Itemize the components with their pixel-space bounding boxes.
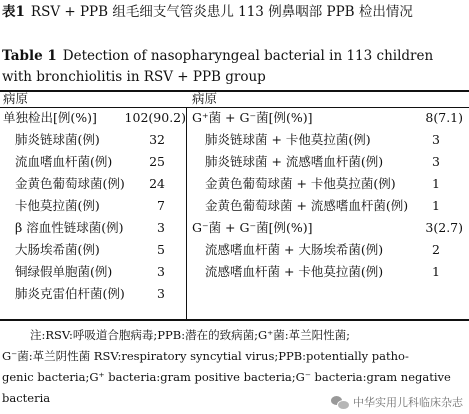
table-row-value: 32 (149, 132, 165, 147)
table-bottom-rule (0, 319, 469, 321)
table-row-name: 肺炎克雷伯杆菌(例) (15, 286, 125, 301)
table-row-name: 肺炎链球菌 + 卡他莫拉菌(例) (205, 132, 371, 147)
caption-cn-text: RSV + PPB 组毛细支气管炎患儿 113 例鼻咽部 PPB 检出情况 (30, 4, 413, 20)
table-header-rule (0, 107, 469, 108)
table-row-value: 3 (432, 132, 440, 147)
table-row-value: 3 (432, 154, 440, 169)
table-row-value: 25 (149, 154, 165, 169)
table-row-value: 8(7.1) (425, 110, 463, 125)
header-pathogen-right: 病原 (192, 91, 218, 106)
table-row-value: 3 (157, 264, 165, 279)
table-row-name: 流血嗜血杆菌(例) (15, 154, 113, 169)
table-row-value: 102(90.2) (124, 110, 186, 125)
watermark-text: 中华实用儿科临床杂志 (353, 396, 463, 409)
table-row-value: 7 (157, 198, 165, 213)
table-row-value: 1 (432, 176, 440, 191)
table-row-name: 肺炎链球菌(例) (15, 132, 100, 147)
table-row-name: G⁻菌 + G⁻菌[例(%)] (192, 220, 313, 235)
table-row-name: 金黄色葡萄球菌(例) (15, 176, 125, 191)
table-column-divider (186, 107, 187, 319)
table-row-name: β 溶血性链球菌(例) (15, 220, 124, 235)
table-row-name: 大肠埃希菌(例) (15, 242, 100, 257)
table-row-value: 24 (149, 176, 165, 191)
table-row-name: 流感嗜血杆菌 + 大肠埃希菌(例) (205, 242, 384, 257)
table-row-value: 3 (157, 286, 165, 301)
caption-cn-label: 表1 (2, 4, 25, 20)
footnote-line: G⁻菌:革兰阴性菌 RSV:respiratory syncytial virus;PPB:potentially patho- (2, 349, 409, 363)
caption-english (2, 46, 466, 88)
table-row-value: 5 (157, 242, 165, 257)
footnote-line: bacteria (2, 391, 51, 405)
table-row-name: 卡他莫拉菌(例) (15, 198, 100, 213)
table-row-value: 1 (432, 264, 440, 279)
wechat-icon (331, 395, 349, 409)
caption-en-label: Table 1 (2, 48, 57, 64)
table-row-value: 3 (157, 220, 165, 235)
table-row-name: 金黄色葡萄球菌 + 卡他莫拉菌(例) (205, 176, 396, 191)
table-row-value: 2 (432, 242, 440, 257)
table-row-name: 单独检出[例(%)] (3, 110, 97, 125)
footnote-line: genic bacteria;G⁺ bacteria:gram positive bacteria;G⁻ bacteria:gram negative (2, 370, 451, 384)
caption-en-text: Detection of nasopharyngeal bacterial in 113 children with bronchiolitis in RSV + PPB group (2, 48, 434, 85)
table-row-name: 肺炎链球菌 + 流感嗜血杆菌(例) (205, 154, 384, 169)
caption-chinese (2, 2, 464, 23)
table-row-name: 流感嗜血杆菌 + 卡他莫拉菌(例) (205, 264, 384, 279)
table-row-value: 1 (432, 198, 440, 213)
table-top-rule (0, 90, 469, 92)
table-row-name: 铜绿假单胞菌(例) (15, 264, 113, 279)
table-row-name: G⁺菌 + G⁻菌[例(%)] (192, 110, 313, 125)
table-row-name: 金黄色葡萄球菌 + 流感嗜血杆菌(例) (205, 198, 409, 213)
header-pathogen-left: 病原 (3, 91, 29, 106)
footnote-line: 注:RSV:呼吸道合胞病毒;PPB:潜在的致病菌;G⁺菌:革兰阳性菌; (30, 328, 350, 342)
journal-watermark (331, 394, 463, 410)
table-row-value: 3(2.7) (425, 220, 463, 235)
